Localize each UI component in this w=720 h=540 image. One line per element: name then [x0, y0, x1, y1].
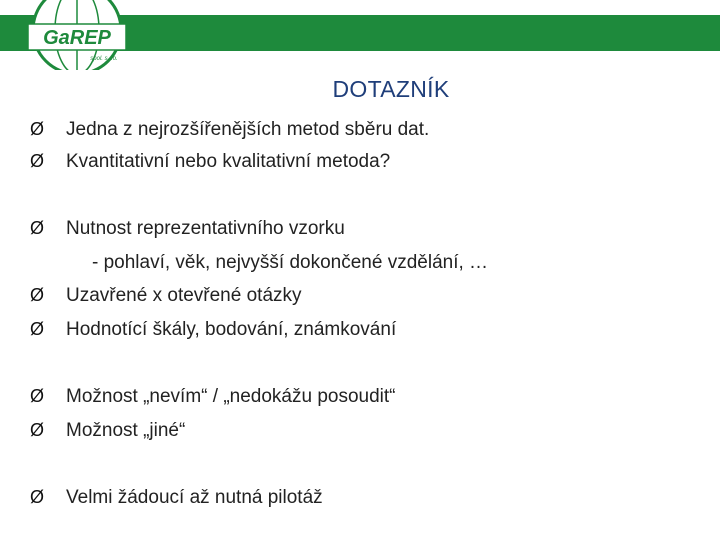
arrow-bullet-icon: Ø	[30, 285, 45, 305]
bullet-item	[30, 119, 429, 141]
sub-item-text: - pohlaví, věk, nejvyšší dokončené vzdělání, …	[92, 252, 489, 273]
bullet-item	[30, 151, 390, 173]
bullet-item	[30, 487, 323, 509]
arrow-bullet-icon: Ø	[30, 487, 45, 507]
page-title: DOTAZNÍK	[332, 76, 450, 102]
bullet-text: Kvantitativní nebo kvalitativní metoda?	[66, 151, 391, 172]
bullet-item	[30, 218, 345, 240]
logo-text: GaREP	[43, 27, 111, 49]
arrow-bullet-icon: Ø	[30, 218, 45, 238]
arrow-bullet-icon: Ø	[30, 319, 45, 339]
logo-subtext: spol. s r.o.	[90, 56, 118, 62]
bullet-text: Možnost „nevím“ / „nedokážu posoudit“	[66, 386, 396, 407]
bullet-text: Jedna z nejrozšířenějších metod sběru dat.	[66, 119, 430, 140]
bullet-item	[30, 420, 185, 442]
bullet-text: Hodnotící škály, bodování, známkování	[66, 319, 397, 340]
arrow-bullet-icon: Ø	[30, 420, 45, 440]
company-logo	[18, 0, 136, 70]
arrow-bullet-icon: Ø	[30, 119, 45, 139]
bullet-item	[30, 285, 302, 307]
bullet-text: Uzavřené x otevřené otázky	[66, 285, 302, 306]
bullet-item	[30, 319, 396, 341]
bullet-text: Možnost „jiné“	[66, 420, 186, 441]
bullet-item	[30, 386, 396, 408]
bullet-text: Velmi žádoucí až nutná pilotáž	[66, 487, 323, 508]
arrow-bullet-icon: Ø	[30, 151, 45, 171]
arrow-bullet-icon: Ø	[30, 386, 45, 406]
bullet-text: Nutnost reprezentativního vzorku	[66, 218, 345, 239]
